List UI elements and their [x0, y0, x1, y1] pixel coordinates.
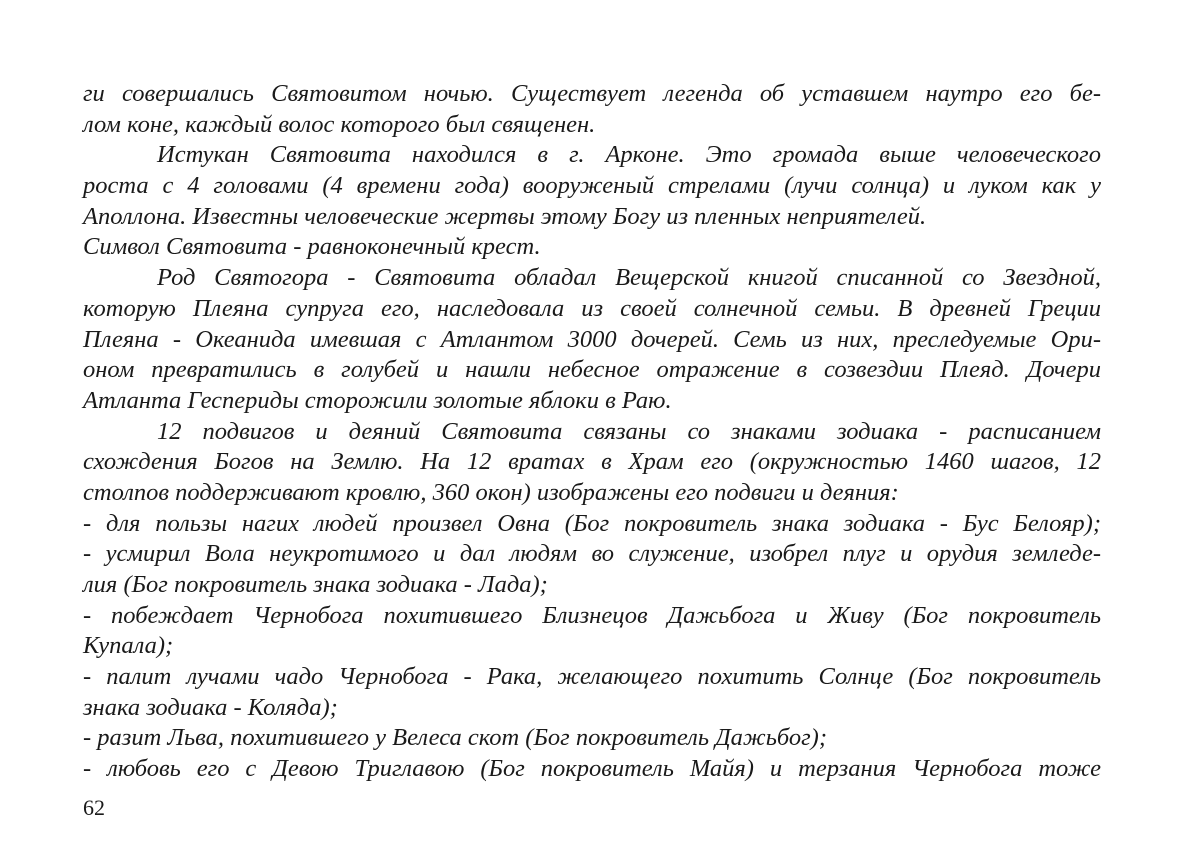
- text-line: 12 подвигов и деяний Святовита связаны со знаками зодиака - расписанием: [157, 417, 1101, 445]
- list-item: - разит Льва, похитившего у Велеса скот (Бог покровитель Дажьбог);: [83, 724, 827, 752]
- text-line: столпов поддерживают кровлю, 360 окон) изображены его подвиги и деяния:: [83, 478, 899, 506]
- text-line: лом коне, каждый волос которого был священен.: [83, 110, 596, 138]
- text-line: ги совершались Святовитом ночью. Существует легенда об уставшем наутро его бе-: [83, 80, 1101, 107]
- list-item: - любовь его с Девою Триглавою (Бог покровитель Майя) и терзания Чернобога тоже: [83, 755, 1101, 783]
- text-line: оном превратились в голубей и нашли небесное отражение в созвездии Плеяд. Дочери: [83, 356, 1101, 384]
- text-line: схождения Богов на Землю. На 12 вратах в Храм его (окружностью 1460 шагов, 12: [83, 448, 1101, 476]
- list-item: - побеждает Чернобога похитившего Близнецов Дажьбога и Живу (Бог покровитель: [83, 601, 1101, 629]
- text-line: которую Плеяна супруга его, наследовала из своей солнечной семьи. В древней Греции: [83, 294, 1101, 322]
- page-number: 62: [83, 795, 105, 820]
- text-line: лия (Бог покровитель знака зодиака - Лада);: [83, 571, 548, 598]
- text-line: знака зодиака - Коляда);: [83, 693, 338, 721]
- text-line: Истукан Святовита находился в г. Арконе. Это громада выше человеческого: [157, 141, 1101, 169]
- list-item: - палит лучами чадо Чернобога - Рака, желающего похитить Солнце (Бог покровитель: [83, 663, 1101, 691]
- text-line: Аполлона. Известны человеческие жертвы этому Богу из пленных неприятелей.: [83, 202, 927, 230]
- text-line: Купала);: [83, 632, 174, 660]
- text-line: роста с 4 головами (4 времени года) вооруженый стрелами (лучи солнца) и луком как у: [83, 172, 1101, 200]
- body-text: [83, 79, 1101, 785]
- list-item: - усмирил Вола неукротимого и дал людям во служение, изобрел плуг и орудия земледе-: [83, 540, 1101, 568]
- text-line: Род Святогора - Святовита обладал Вещерской книгой списанной со Звездной,: [157, 264, 1101, 292]
- text-line: Символ Святовита - равноконечный крест.: [83, 233, 541, 261]
- list-item: - для пользы нагих людей произвел Овна (Бог покровитель знака зодиака - Бус Белояр);: [83, 509, 1101, 537]
- text-line: Плеяна - Океанида имевшая с Атлантом 3000 дочерей. Семь из них, преследуемые Ори-: [83, 325, 1101, 353]
- text-line: Атланта Геспериды сторожили золотые яблоки в Раю.: [83, 386, 672, 414]
